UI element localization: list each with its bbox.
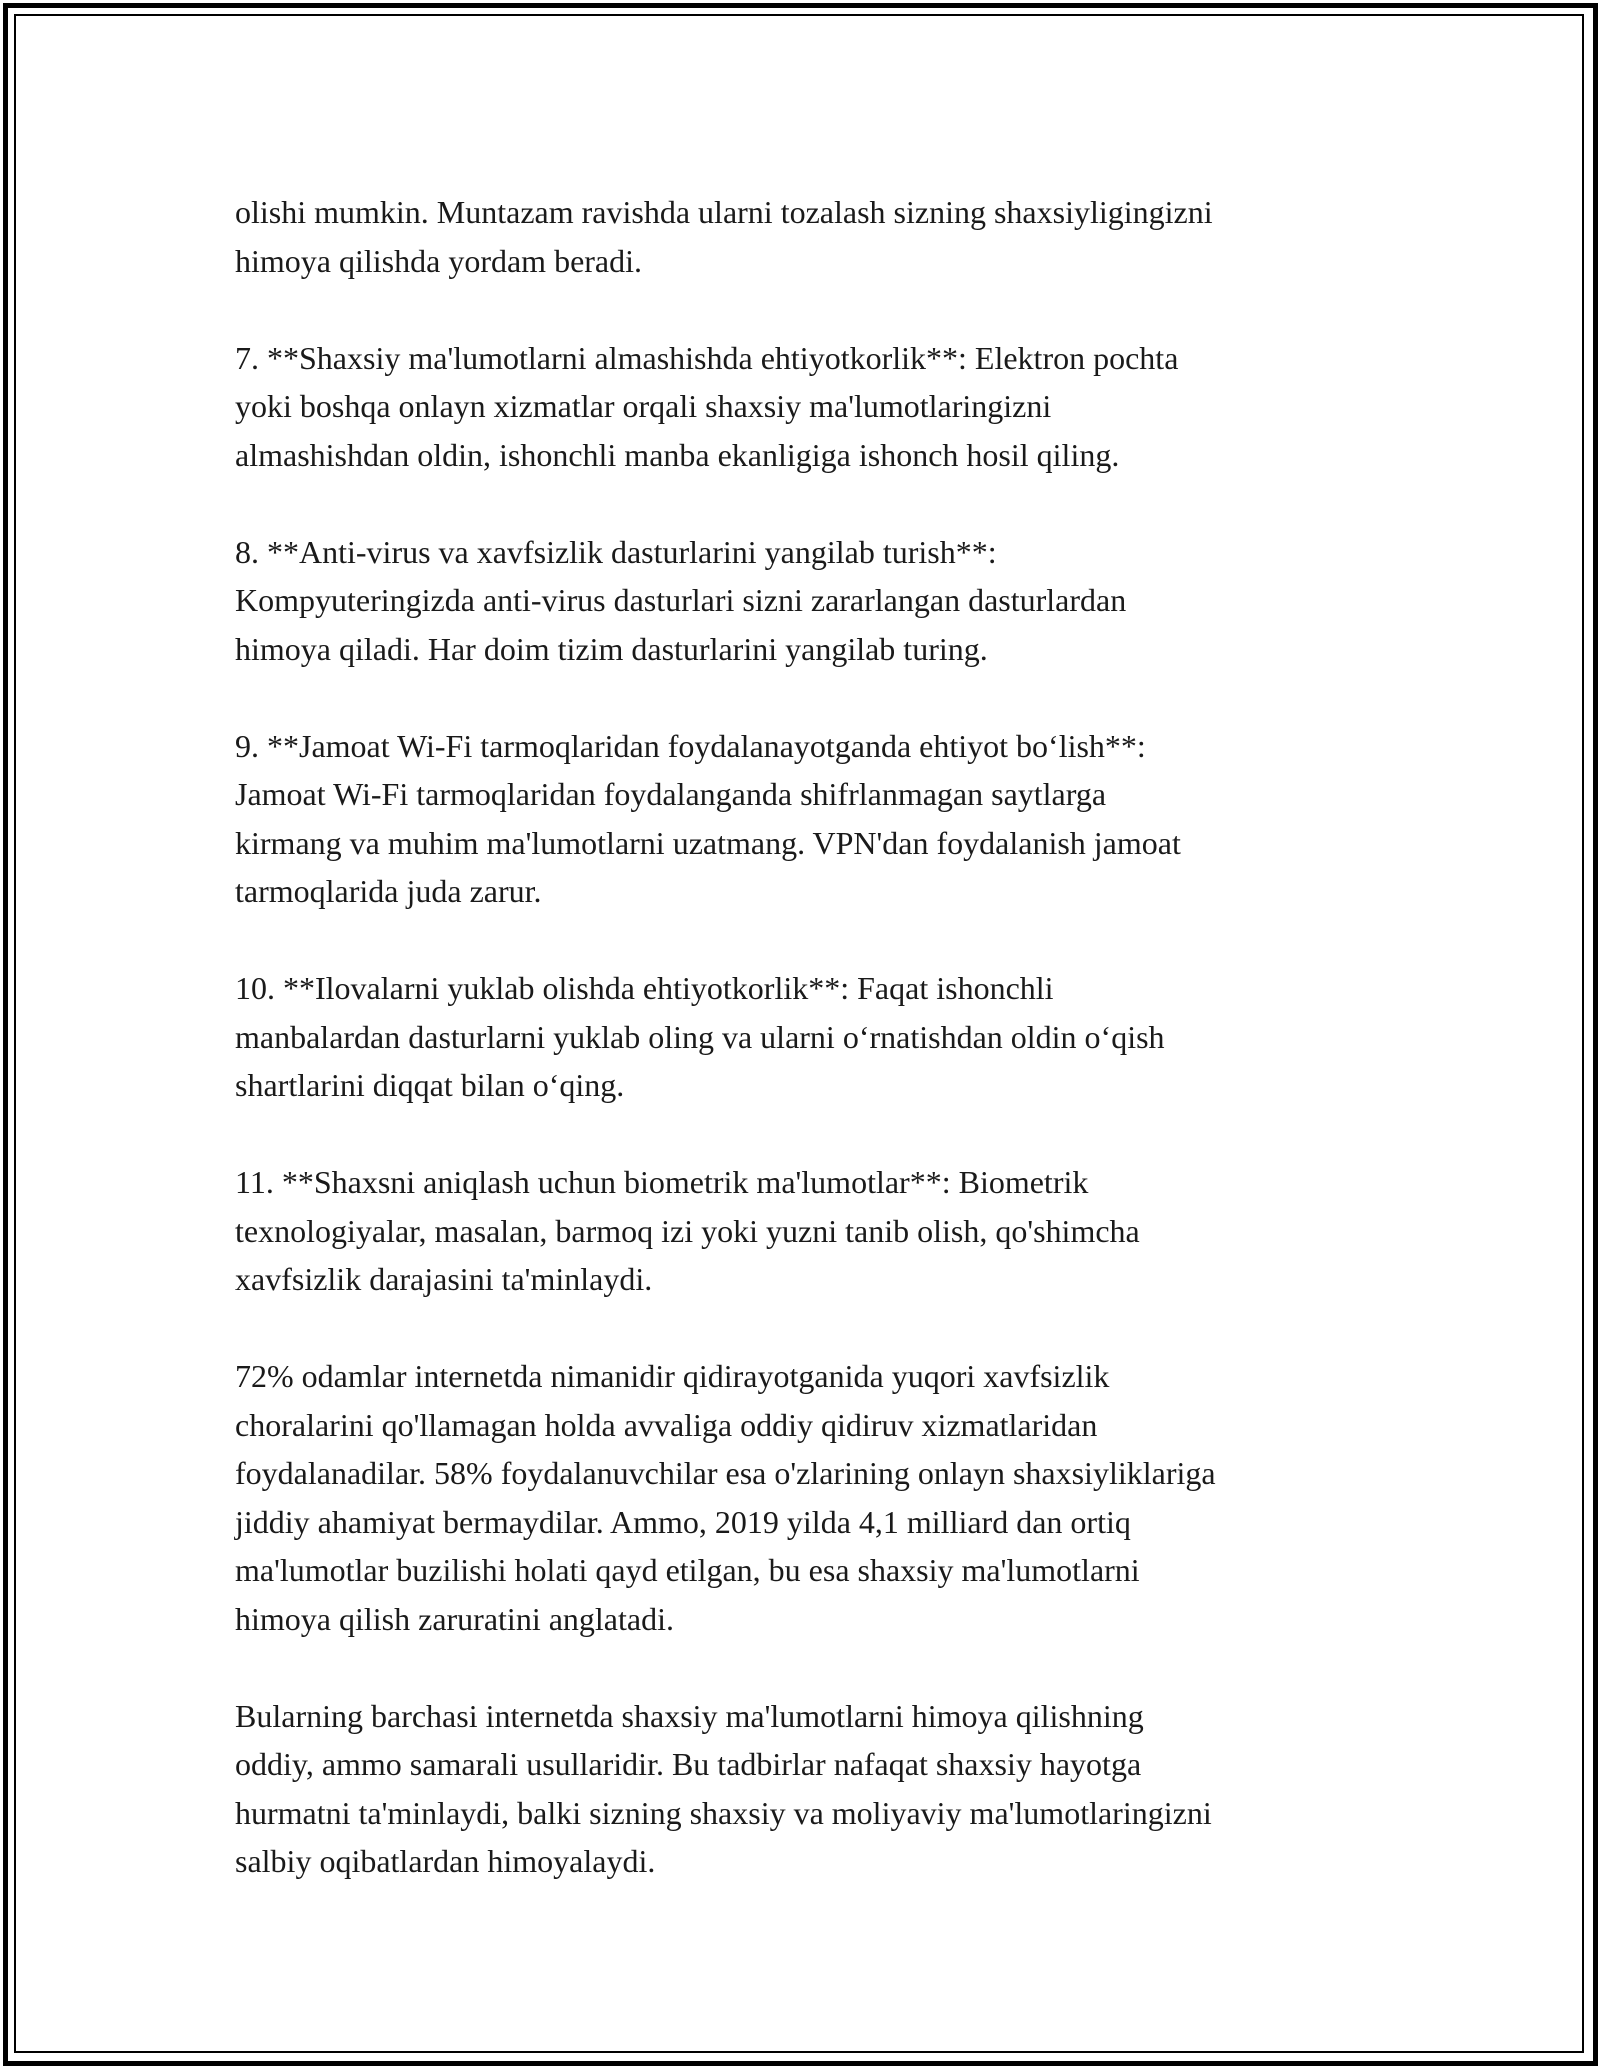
paragraph-cleanup-continuation: olishi mumkin. Muntazam ravishda ularni tozalash sizning shaxsiyligingizni himoya qilishda yordam beradi. [235, 194, 1213, 279]
paragraph-statistics: 72% odamlar internetda nimanidir qidirayotganida yuqori xavfsizlik choralarini qo'llamagan holda avvaliga oddiy qidiruv xizmatlaridan foydalanadilar. 58% foydalanuvchilar esa o'zlarining onlayn shaxsiyliklariga jiddiy ahamiyat bermaydilar. Ammo, 2019 yilda 4,1 milliard dan ortiq ma'lumotlar buzilishi holati qayd etilgan, bu esa shaxsiy ma'lumotlarni himoya qilish zaruratini anglatadi. [235, 1358, 1216, 1637]
paragraph-item-7: 7. **Shaxsiy ma'lumotlarni almashishda ehtiyotkorlik**: Elektron pochta yoki boshqa onlayn xizmatlar orqali shaxsiy ma'lumotlaringizni almashishdan oldin, ishonchli manba ekanligiga ishonch hosil qiling. [235, 339, 1179, 473]
paragraph-item-9: 9. **Jamoat Wi-Fi tarmoqlaridan foydalanayotganda ehtiyot bo‘lish**: Jamoat Wi-Fi tarmoqlaridan foydalanganda shifrlanmagan saytlarga kirmang va muhim ma'lumotlarni uzatmang. VPN'dan foydalanish jamoat tarmoqlarida juda zarur. [235, 727, 1181, 909]
paragraph-conclusion: Bularning barchasi internetda shaxsiy ma'lumotlarni himoya qilishning oddiy, ammo samarali usullaridir. Bu tadbirlar nafaqat shaxsiy hayotga hurmatni ta'minlaydi, balki sizning shaxsiy va moliyaviy ma'lumotlaringizni salbiy oqibatlardan himoyalaydi. [235, 1697, 1212, 1879]
paragraph-item-11: 11. **Shaxsni aniqlash uchun biometrik ma'lumotlar**: Biometrik texnologiyalar, masalan, barmoq izi yoki yuzni tanib olish, qo'shimcha xavfsizlik darajasini ta'minlaydi. [235, 1164, 1140, 1297]
document-body [235, 188, 1395, 1886]
paragraph-item-8: 8. **Anti-virus va xavfsizlik dasturlarini yangilab turish**: Kompyuteringizda anti-virus dasturlari sizni zararlangan dasturlardan himoya qiladi. Har doim tizim dasturlarini yangilab turing. [235, 533, 1127, 667]
paragraph-item-10: 10. **Ilovalarni yuklab olishda ehtiyotkorlik**: Faqat ishonchli manbalardan dasturlarni yuklab oling va ularni o‘rnatishdan oldin o‘qish shartlarini diqqat bilan o‘qing. [235, 970, 1165, 1103]
